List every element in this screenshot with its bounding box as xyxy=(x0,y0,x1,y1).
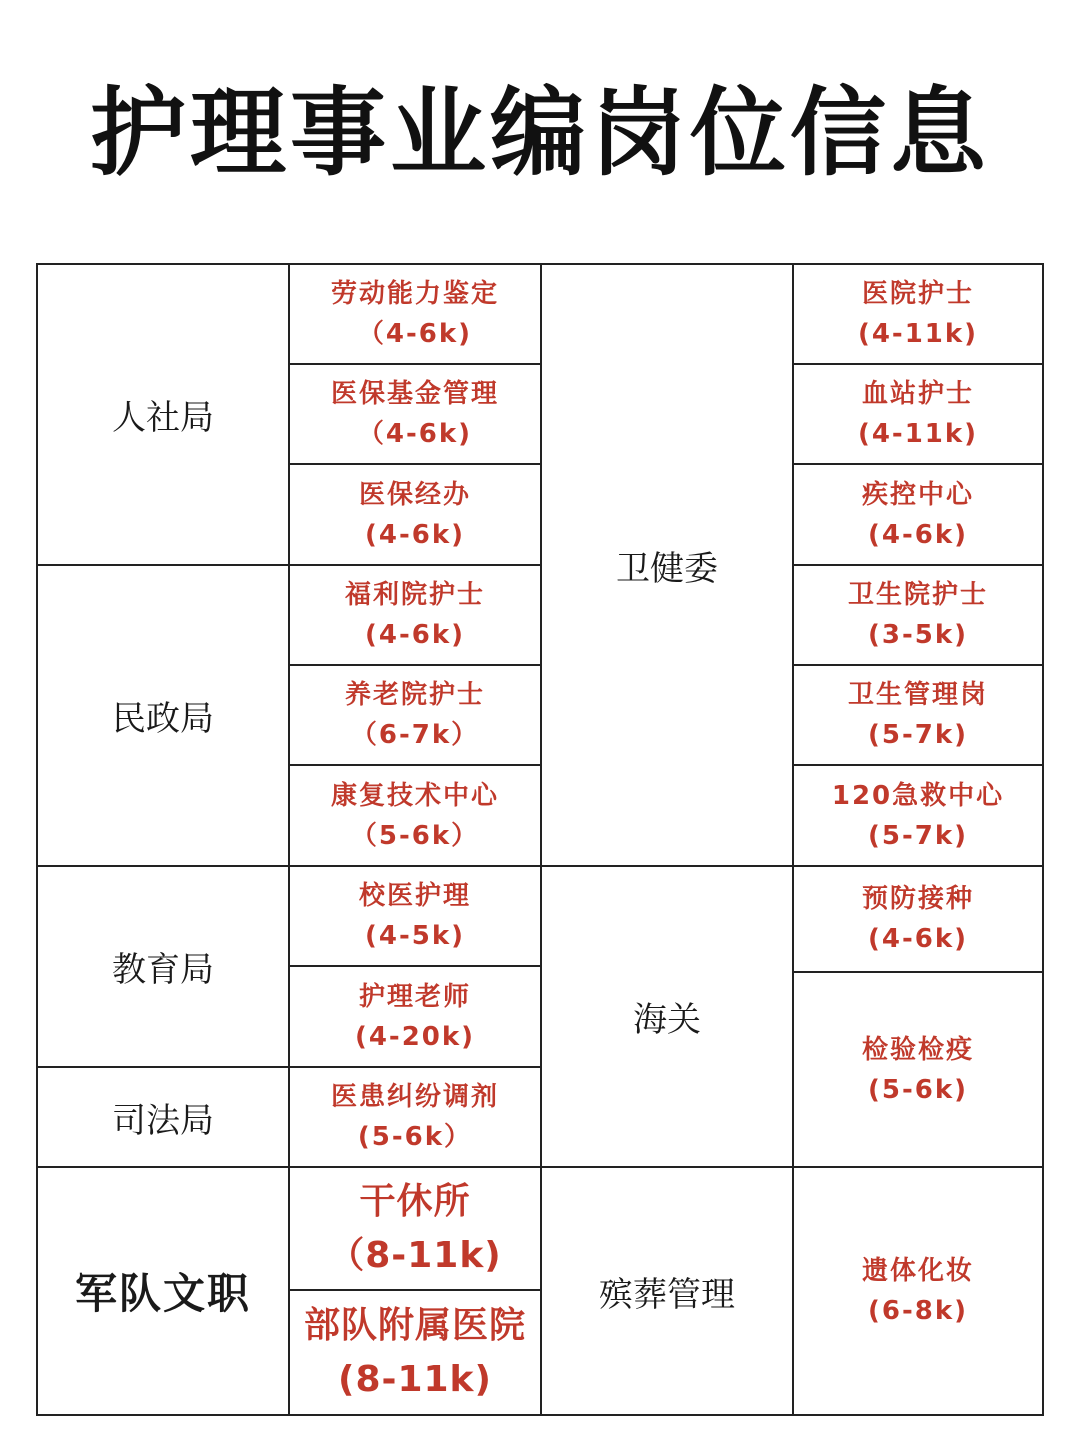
position-cell xyxy=(288,1166,542,1291)
dept-label: 司法局 xyxy=(112,1100,214,1141)
position-salary: (4-6k) xyxy=(364,620,465,650)
position-salary: （4-6k) xyxy=(357,419,473,449)
position-cell xyxy=(792,764,1044,867)
position-salary: (5-7k) xyxy=(867,720,968,750)
position-cell xyxy=(792,971,1044,1168)
position-salary: (3-5k) xyxy=(867,620,968,650)
position-name: 医保基金管理 xyxy=(330,379,499,409)
position-name: 护理老师 xyxy=(358,981,471,1012)
position-cell xyxy=(288,764,542,867)
position-name: 预防接种 xyxy=(861,884,974,914)
position-name: 120急救中心 xyxy=(831,780,1005,811)
dept-cell xyxy=(36,263,290,566)
position-salary: (4-20k) xyxy=(354,1021,476,1052)
position-salary: (4-6k) xyxy=(364,519,465,550)
position-salary: （8-11k) xyxy=(328,1234,502,1276)
position-cell xyxy=(288,965,542,1068)
dept-cell xyxy=(540,263,794,867)
position-cell xyxy=(792,564,1044,666)
position-cell xyxy=(792,664,1044,766)
position-cell xyxy=(288,865,542,967)
position-cell xyxy=(792,263,1044,365)
position-salary: （5-6k） xyxy=(350,820,480,851)
position-name: 部队附属医院 xyxy=(303,1304,526,1346)
position-name: 卫生管理岗 xyxy=(847,680,988,710)
position-name: 血站护士 xyxy=(861,379,974,409)
position-salary: （6-7k） xyxy=(350,720,480,750)
dept-cell xyxy=(36,564,290,867)
position-cell xyxy=(288,564,542,666)
position-salary: （4-6k) xyxy=(357,319,473,349)
dept-label: 军队文职 xyxy=(74,1269,251,1318)
position-cell xyxy=(288,263,542,365)
position-cell xyxy=(288,664,542,766)
position-name: 遗体化妆 xyxy=(861,1256,974,1286)
position-salary: (4-6k) xyxy=(867,924,968,954)
dept-cell xyxy=(36,865,290,1068)
dept-label: 殡葬管理 xyxy=(599,1274,735,1315)
position-cell xyxy=(792,363,1044,465)
dept-cell xyxy=(540,1166,794,1416)
position-cell xyxy=(792,1166,1044,1416)
position-name: 劳动能力鉴定 xyxy=(330,279,499,309)
position-salary: (4-5k) xyxy=(364,921,465,951)
position-salary: (5-6k) xyxy=(867,1074,968,1105)
dept-cell xyxy=(36,1166,290,1416)
position-salary: (4-6k) xyxy=(867,519,968,550)
position-name: 福利院护士 xyxy=(344,580,485,610)
position-cell xyxy=(288,363,542,465)
position-name: 校医护理 xyxy=(358,881,471,911)
dept-cell xyxy=(540,865,794,1168)
position-name: 医院护士 xyxy=(861,279,974,309)
position-name: 养老院护士 xyxy=(344,680,485,710)
position-name: 卫生院护士 xyxy=(847,580,988,610)
dept-label: 教育局 xyxy=(112,950,214,990)
position-name: 检验检疫 xyxy=(861,1034,974,1065)
position-cell xyxy=(792,463,1044,566)
dept-label: 海关 xyxy=(633,1000,701,1040)
position-cell xyxy=(792,865,1044,973)
position-salary: (4-11k) xyxy=(857,319,979,349)
position-name: 疾控中心 xyxy=(861,479,974,510)
position-cell xyxy=(288,1066,542,1168)
dept-label: 民政局 xyxy=(112,699,214,739)
position-salary: (4-11k) xyxy=(857,419,979,449)
position-name: 医保经办 xyxy=(358,479,471,510)
position-salary: (5-7k) xyxy=(867,820,969,851)
position-cell xyxy=(288,463,542,566)
position-name: 干休所 xyxy=(359,1180,471,1222)
position-cell xyxy=(288,1289,542,1416)
position-name: 康复技术中心 xyxy=(330,780,499,811)
page-title: 护理事业编岗位信息 xyxy=(90,77,990,189)
dept-label: 人社局 xyxy=(112,398,214,438)
position-salary: (6-8k) xyxy=(867,1296,968,1326)
position-salary: (8-11k) xyxy=(338,1358,492,1400)
dept-label: 卫健委 xyxy=(616,548,718,589)
dept-cell xyxy=(36,1066,290,1168)
position-name: 医患纠纷调剂 xyxy=(330,1082,499,1112)
position-salary: (5-6k） xyxy=(357,1122,473,1152)
